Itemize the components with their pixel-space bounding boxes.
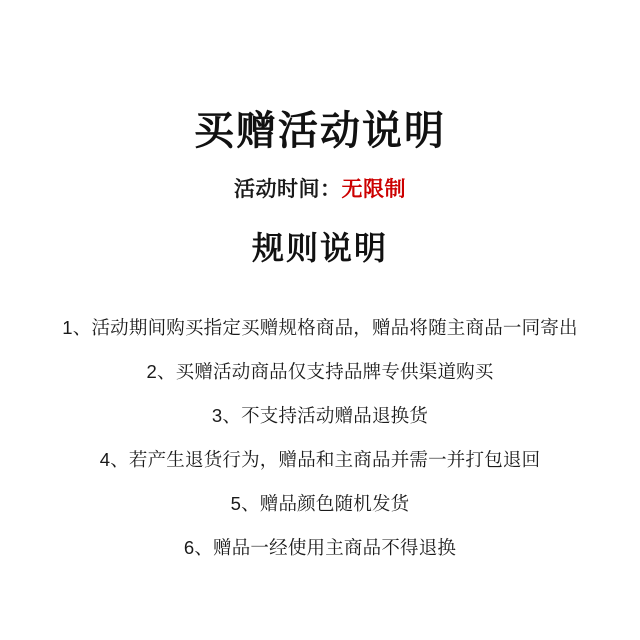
rule-item: 5、赠品颜色随机发货 (230, 493, 410, 515)
rules-list (0, 316, 640, 561)
activity-time-row (234, 176, 406, 203)
section-title-rules: 规则说明 (251, 230, 388, 267)
rule-item: 2、买赠活动商品仅支持品牌专供渠道购买 (146, 361, 494, 383)
rule-item: 1、活动期间购买指定买赠规格商品，赠品将随主商品一同寄出 (62, 317, 578, 339)
rule-item: 6、赠品一经使用主商品不得退换 (183, 537, 457, 559)
activity-time-value: 无限制 (341, 178, 406, 201)
page-title: 买赠活动说明 (194, 109, 446, 153)
activity-time-label: 活动时间： (234, 178, 342, 201)
rule-item: 4、若产生退货行为，赠品和主商品并需一并打包退回 (99, 449, 541, 471)
rule-item: 3、不支持活动赠品退换货 (211, 405, 429, 427)
